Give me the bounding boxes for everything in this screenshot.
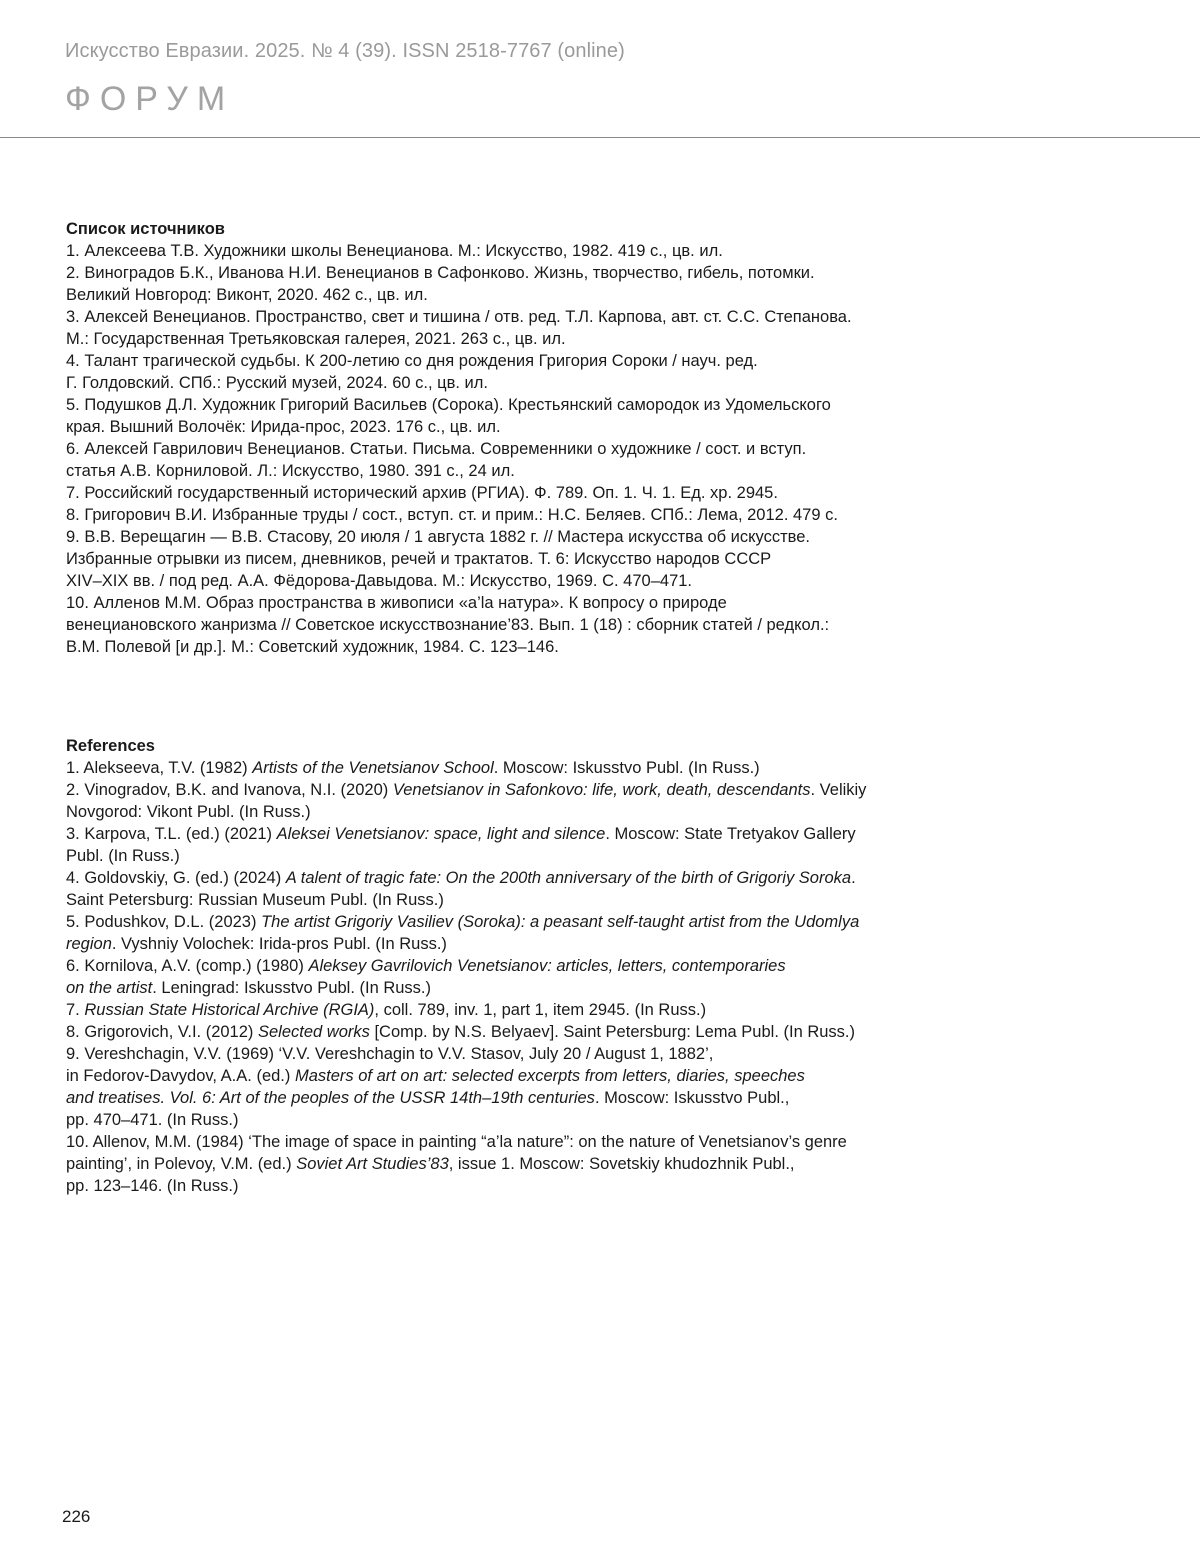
reference-text-run: 9. Vereshchagin, V.V. (1969) ‘V.V. Vereshchagin to V.V. Stasov, July 20 / August 1, 1882’,	[66, 1045, 714, 1063]
reference-title-run: region	[66, 935, 112, 953]
reference-line	[66, 284, 1146, 306]
reference-line	[66, 823, 1146, 845]
reference-line	[66, 1175, 1146, 1197]
reference-text-run: , coll. 789, inv. 1, part 1, item 2945. (In Russ.)	[374, 1001, 707, 1019]
reference-line	[66, 889, 1146, 911]
reference-line	[66, 438, 1146, 460]
reference-text-run: 4. Талант трагической судьбы. К 200-летию со дня рождения Григория Сороки / науч. ред.	[66, 352, 758, 370]
reference-text-run: . Moscow: State Tretyakov Gallery	[605, 825, 856, 843]
reference-line	[66, 636, 1146, 658]
reference-text-run: М.: Государственная Третьяковская галерея, 2021. 263 с., цв. ил.	[66, 330, 566, 348]
reference-text-run: [Comp. by N.S. Belyaev]. Saint Petersburg: Lema Publ. (In Russ.)	[369, 1023, 855, 1041]
reference-line	[66, 460, 1146, 482]
reference-line	[66, 570, 1146, 592]
reference-line	[66, 801, 1146, 823]
reference-title-run: and treatises. Vol. 6: Art of the peoples of the USSR 14th–19th centuries	[66, 1089, 595, 1107]
reference-text-run: венециановского жанризма // Советское искусствознание’83. Вып. 1 (18) : сборник статей / редкол.:	[66, 616, 830, 634]
reference-line	[66, 933, 1146, 955]
reference-title-run: Artists of the Venetsianov School	[252, 759, 494, 777]
reference-text-run: 3. Karpova, T.L. (ed.) (2021)	[66, 825, 277, 843]
reference-line	[66, 1153, 1146, 1175]
reference-text-run: 1. Alekseeva, T.V. (1982)	[66, 759, 253, 777]
reference-text-run: in Fedorov-Davydov, A.A. (ed.)	[66, 1067, 295, 1085]
reference-line	[66, 867, 1146, 889]
reference-text-run: 6. Алексей Гаврилович Венецианов. Статьи. Письма. Современники о художнике / сост. и вступ.	[66, 440, 807, 458]
reference-line	[66, 955, 1146, 977]
reference-text-run: 2. Виноградов Б.К., Иванова Н.И. Венецианов в Сафонково. Жизнь, творчество, гибель, потомки.	[66, 264, 815, 282]
reference-text-run: . Moscow: Iskusstvo Publ. (In Russ.)	[493, 759, 760, 777]
reference-text-run: 7.	[66, 1001, 85, 1019]
reference-line	[66, 999, 1146, 1021]
reference-line	[66, 504, 1146, 526]
reference-text-run: . Velikiy	[810, 781, 867, 799]
reference-line	[66, 1109, 1146, 1131]
section-title: ФОРУМ	[65, 80, 235, 118]
reference-line	[66, 1021, 1146, 1043]
reference-title-run: on the artist	[66, 979, 153, 997]
reference-text-run: 2. Vinogradov, B.K. and Ivanova, N.I. (2020)	[66, 781, 393, 799]
reference-text-run: pp. 470–471. (In Russ.)	[66, 1111, 239, 1129]
reference-line	[66, 526, 1146, 548]
reference-line	[66, 240, 1146, 262]
reference-text-run: . Vyshniy Volochek: Irida-pros Publ. (In Russ.)	[111, 935, 447, 953]
reference-line	[66, 845, 1146, 867]
reference-line	[66, 779, 1146, 801]
journal-citation: Искусство Евразии. 2025. № 4 (39). ISSN 2518-7767 (online)	[65, 40, 625, 62]
reference-text-run: . Leningrad: Iskusstvo Publ. (In Russ.)	[152, 979, 432, 997]
reference-line	[66, 350, 1146, 372]
reference-line	[66, 306, 1146, 328]
reference-text-run: pp. 123–146. (In Russ.)	[66, 1177, 239, 1195]
reference-line	[66, 1065, 1146, 1087]
reference-line	[66, 1043, 1146, 1065]
reference-line	[66, 977, 1146, 999]
header-divider	[0, 137, 1200, 138]
reference-line	[66, 394, 1146, 416]
reference-text-run: 10. Allenov, M.M. (1984) ‘The image of space in painting “a’la nature”: on the nature of Venetsianov’s genre	[66, 1133, 847, 1151]
reference-text-run: painting’, in Polevoy, V.M. (ed.)	[66, 1155, 297, 1173]
reference-title-run: Aleksei Venetsianov: space, light and silence	[276, 825, 606, 843]
reference-line	[66, 328, 1146, 350]
reference-text-run: , issue 1. Moscow: Sovetskiy khudozhnik Publ.,	[448, 1155, 795, 1173]
reference-title-run: Russian State Historical Archive (RGIA)	[84, 1001, 375, 1019]
reference-line	[66, 592, 1146, 614]
reference-line	[66, 911, 1146, 933]
reference-text-run: статья А.В. Корниловой. Л.: Искусство, 1980. 391 с., 24 ил.	[66, 462, 515, 480]
reference-text-run: 4. Goldovskiy, G. (ed.) (2024)	[66, 869, 286, 887]
reference-line	[66, 262, 1146, 284]
reference-line	[66, 372, 1146, 394]
reference-text-run: Novgorod: Vikont Publ. (In Russ.)	[66, 803, 311, 821]
reference-text-run: 5. Podushkov, D.L. (2023)	[66, 913, 262, 931]
reference-text-run: . Moscow: Iskusstvo Publ.,	[594, 1089, 790, 1107]
reference-text-run: 10. Алленов М.М. Образ пространства в живописи «a’la натура». К вопросу о природе	[66, 594, 727, 612]
reference-text-run: края. Вышний Волочёк: Ирида-прос, 2023. 176 с., цв. ил.	[66, 418, 501, 436]
references-ru-heading: Список источников	[66, 220, 225, 238]
reference-line	[66, 1087, 1146, 1109]
reference-title-run: Masters of art on art: selected excerpts from letters, diaries, speeches	[294, 1067, 805, 1085]
reference-line	[66, 548, 1146, 570]
reference-title-run: Soviet Art Studies’83	[296, 1155, 449, 1173]
page-number: 226	[62, 1507, 91, 1526]
reference-text-run: .	[851, 869, 856, 887]
reference-text-run: 8. Grigorovich, V.I. (2012)	[66, 1023, 258, 1041]
reference-text-run: Избранные отрывки из писем, дневников, речей и трактатов. Т. 6: Искусство народов СССР	[66, 550, 772, 568]
reference-title-run: Venetsianov in Safonkovo: life, work, death, descendants	[392, 781, 811, 799]
reference-text-run: 6. Kornilova, A.V. (comp.) (1980)	[66, 957, 309, 975]
references-en-heading: References	[66, 737, 155, 755]
reference-title-run: The artist Grigoriy Vasiliev (Soroka): a peasant self-taught artist from the Udomlya	[261, 913, 860, 931]
reference-line	[66, 1131, 1146, 1153]
reference-text-run: 5. Подушков Д.Л. Художник Григорий Васильев (Сорока). Крестьянский самородок из Удомельского	[66, 396, 831, 414]
reference-text-run: Г. Голдовский. СПб.: Русский музей, 2024. 60 с., цв. ил.	[66, 374, 488, 392]
reference-text-run: XIV–XIX вв. / под ред. А.А. Фёдорова-Давыдова. М.: Искусство, 1969. С. 470–471.	[66, 572, 693, 590]
reference-text-run: 3. Алексей Венецианов. Пространство, свет и тишина / отв. ред. Т.Л. Карпова, авт. ст. С.С. Степанова.	[66, 308, 852, 326]
reference-title-run: Aleksey Gavrilovich Venetsianov: articles, letters, contemporaries	[308, 957, 786, 975]
reference-text-run: Publ. (In Russ.)	[66, 847, 180, 865]
reference-line	[66, 482, 1146, 504]
references-ru-list	[66, 240, 1146, 658]
reference-line	[66, 614, 1146, 636]
reference-text-run: 7. Российский государственный исторический архив (РГИА). Ф. 789. Оп. 1. Ч. 1. Ед. хр. 2945.	[66, 484, 778, 502]
reference-text-run: 9. В.В. Верещагин — В.В. Стасову, 20 июля / 1 августа 1882 г. // Мастера искусства об искусстве.	[66, 528, 811, 546]
reference-title-run: Selected works	[257, 1023, 370, 1041]
references-en-list	[66, 757, 1146, 1197]
reference-text-run: 8. Григорович В.И. Избранные труды / сост., вступ. ст. и прим.: Н.С. Беляев. СПб.: Лема, 2012. 479 с.	[66, 506, 838, 524]
references-en-block	[66, 735, 1146, 1197]
reference-text-run: 1. Алексеева Т.В. Художники школы Венецианова. М.: Искусство, 1982. 419 с., цв. ил.	[66, 242, 723, 260]
references-ru-block	[66, 218, 1146, 658]
reference-title-run: A talent of tragic fate: On the 200th anniversary of the birth of Grigoriy Soroka	[285, 869, 852, 887]
reference-text-run: Saint Petersburg: Russian Museum Publ. (In Russ.)	[66, 891, 444, 909]
reference-text-run: Великий Новгород: Виконт, 2020. 462 с., цв. ил.	[66, 286, 428, 304]
reference-line	[66, 416, 1146, 438]
reference-line	[66, 757, 1146, 779]
reference-text-run: В.М. Полевой [и др.]. М.: Советский художник, 1984. С. 123–146.	[66, 638, 559, 656]
